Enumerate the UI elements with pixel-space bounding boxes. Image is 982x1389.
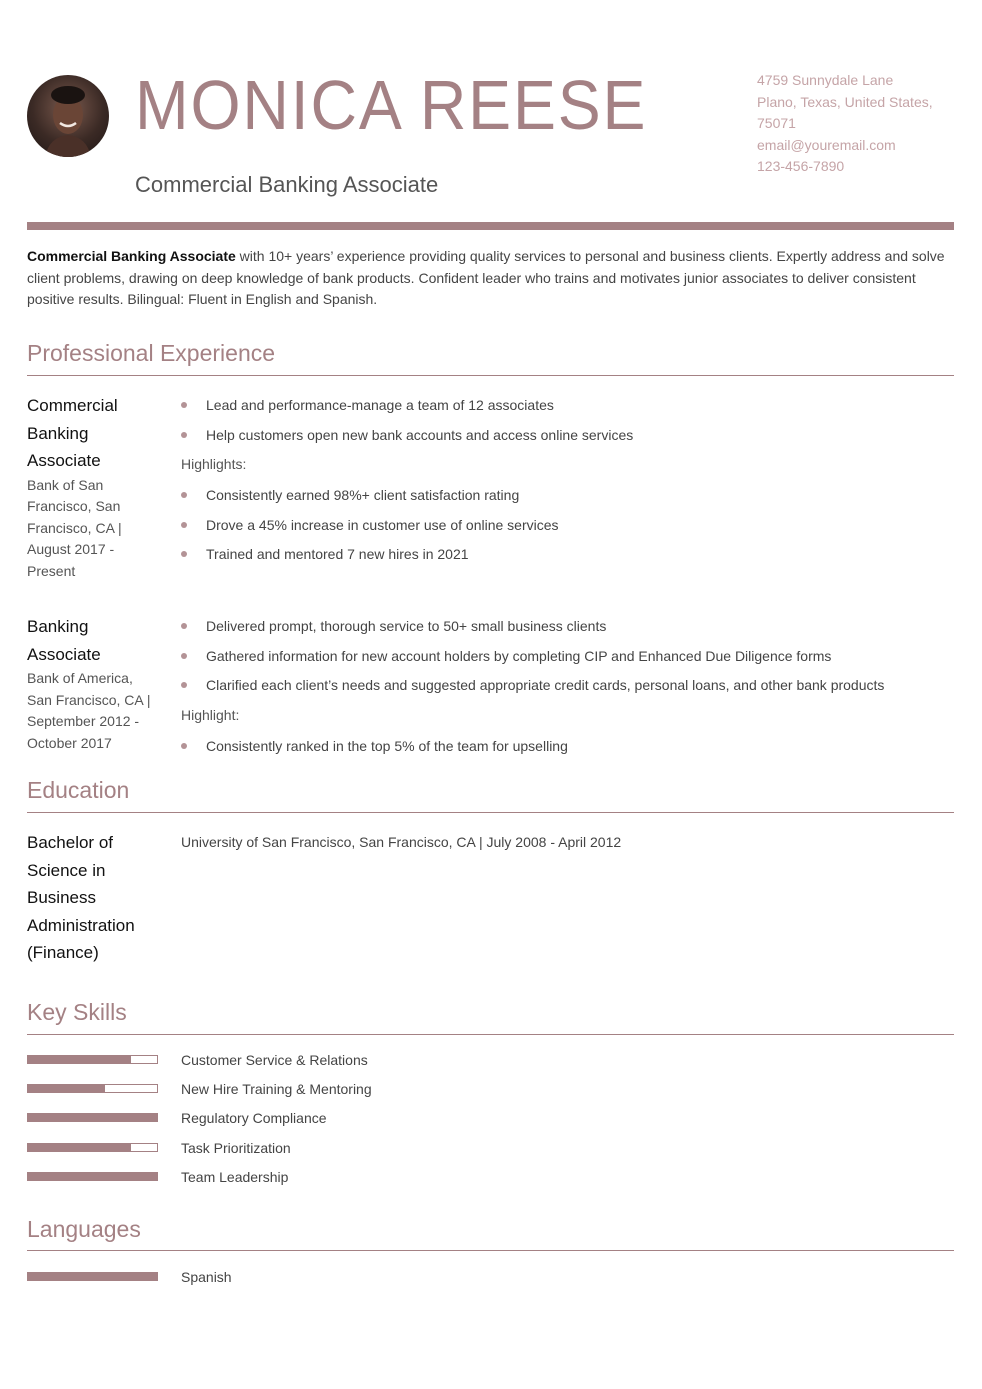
job-highlight: Consistently ranked in the top 5% of the team for upselling (181, 736, 951, 766)
skill-label: Regulatory Compliance (181, 1110, 327, 1126)
language-level-fill (28, 1273, 157, 1280)
job-bullet: Lead and performance-manage a team of 12 associates (181, 395, 951, 425)
degree-line: Administration (27, 915, 135, 935)
job-meta-line: Bank of America, (27, 670, 133, 686)
address-line1: 4759 Sunnydale Lane (757, 72, 894, 88)
job-meta-line: October 2017 (27, 734, 112, 751)
highlights-label: Highlights: (181, 456, 247, 472)
job-bullet: Help customers open new bank accounts and access online services (181, 425, 951, 455)
job-bullet: Gathered information for new account holders by completing CIP and Enhanced Due Diligence forms (181, 646, 951, 676)
degree-line: Science in (27, 860, 106, 880)
header-divider (27, 222, 954, 230)
job-2-left (27, 613, 157, 754)
job-role-line: Commercial (27, 396, 118, 415)
skill-label: Customer Service & Relations (181, 1052, 368, 1068)
job-1-details (181, 395, 951, 574)
job-meta-line: Francisco, CA | (27, 519, 122, 536)
address-zip: 75071 (757, 115, 796, 131)
degree-line: (Finance) (27, 943, 99, 962)
job-role-line: Associate (27, 644, 101, 664)
education-degree (27, 829, 167, 967)
summary (27, 246, 957, 311)
skill-level-bar (27, 1084, 158, 1093)
education-details: University of San Francisco, San Francisco, CA | July 2008 - April 2012 (181, 834, 622, 850)
skill-level-bar (27, 1113, 158, 1122)
summary-text: with 10+ years’ experience providing quality services to personal and business clients. Expertly address and solve client problems, drawing on deep knowledge of bank products. Confident leader who trains and motivates junior associates to deliver consistent positive results. Bilingual: Fluent in English and Spanish. (27, 248, 945, 308)
job-role-line: Associate (27, 451, 101, 470)
skill-level-fill (28, 1056, 131, 1063)
profile-photo (27, 75, 109, 157)
job-2-details (181, 616, 951, 765)
section-divider (27, 375, 954, 376)
email[interactable]: email@youremail.com (757, 136, 896, 153)
job-highlight: Consistently earned 98%+ client satisfaction rating (181, 485, 951, 515)
job-bullet: Clarified each client’s needs and suggested appropriate credit cards, personal loans, and other bank products (181, 675, 951, 705)
section-divider (27, 1250, 954, 1251)
candidate-title: Commercial Banking Associate (135, 172, 439, 197)
skill-level-bar (27, 1143, 158, 1152)
skill-label: Task Prioritization (181, 1140, 291, 1156)
job-1-left (27, 392, 157, 582)
skill-label: New Hire Training & Mentoring (181, 1081, 372, 1097)
job-meta-line: Francisco, San (27, 498, 121, 514)
contact-info (757, 70, 957, 178)
job-meta-line: September 2012 - (27, 713, 140, 729)
job-bullet: Delivered prompt, thorough service to 50+ small business clients (181, 616, 951, 646)
skill-level-fill (28, 1173, 157, 1180)
job-highlight: Drove a 45% increase in customer use of online services (181, 515, 951, 545)
language-level-bar (27, 1272, 158, 1281)
candidate-name: MONICA REESE (135, 66, 648, 144)
skill-level-fill (28, 1114, 157, 1121)
section-divider (27, 1034, 954, 1035)
degree-line: Business (27, 888, 96, 907)
job-meta-line: Present (27, 562, 76, 579)
section-title-experience: Professional Experience (27, 340, 276, 366)
language-label: Spanish (181, 1269, 232, 1285)
section-title-skills: Key Skills (27, 999, 127, 1025)
address-line2: Plano, Texas, United States, (757, 93, 933, 110)
section-title-languages: Languages (27, 1216, 141, 1242)
job-role-line: Banking (27, 423, 89, 443)
avatar (27, 75, 109, 157)
highlights-label: Highlight: (181, 706, 240, 723)
summary-lead: Commercial Banking Associate (27, 248, 236, 264)
section-divider (27, 812, 954, 813)
skill-level-fill (28, 1144, 131, 1151)
skill-level-bar (27, 1172, 158, 1181)
job-highlight: Trained and mentored 7 new hires in 2021 (181, 544, 951, 574)
skill-level-bar (27, 1055, 158, 1064)
skill-label: Team Leadership (181, 1169, 289, 1185)
phone[interactable]: 123-456-7890 (757, 158, 845, 174)
skill-level-fill (28, 1085, 105, 1092)
degree-line: Bachelor of (27, 833, 113, 852)
job-meta-line: Bank of San (27, 476, 104, 493)
section-title-education: Education (27, 777, 130, 803)
job-role-line: Banking (27, 617, 89, 636)
job-meta-line: August 2017 - (27, 541, 115, 557)
job-meta-line: San Francisco, CA | (27, 691, 151, 708)
